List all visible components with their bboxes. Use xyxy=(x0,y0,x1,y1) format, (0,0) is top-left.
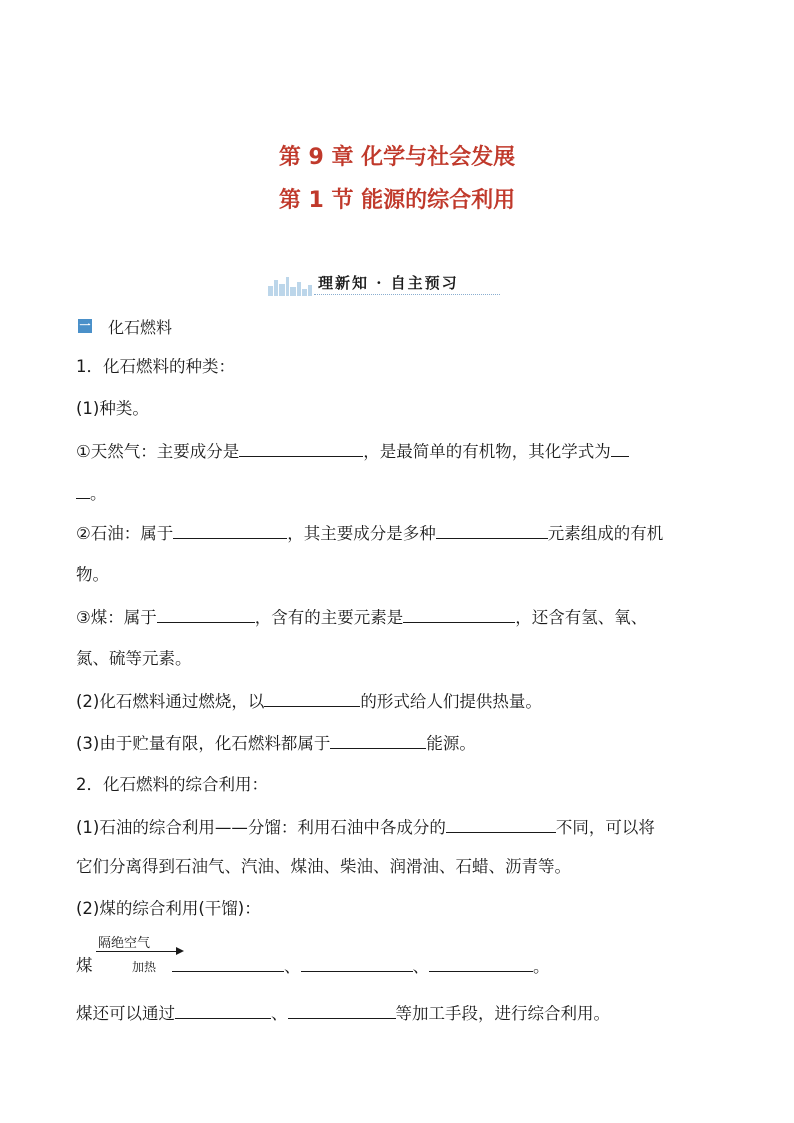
coal-product-separator-2: 、 xyxy=(412,957,429,976)
q1-sub3-text-b: 能源。 xyxy=(426,734,476,753)
coal-utilization-heading: (2)煤的综合利用(干馏)： xyxy=(76,899,261,918)
petroleum-text-c: 元素组成的有机 xyxy=(547,524,664,543)
natural-gas-text-b: ，是最简单的有机物，其化学式为 xyxy=(363,442,611,461)
petroleum-text-b: ，其主要成分是多种 xyxy=(287,524,436,543)
coal-products xyxy=(172,954,550,979)
section-title: 第 1 节 能源的综合利用 xyxy=(278,188,516,213)
coal-text-b: ，含有的主要元素是 xyxy=(254,608,404,627)
oil-fractionation-line xyxy=(76,815,655,840)
blank-coal-product-2[interactable] xyxy=(301,954,413,972)
coal-distillation-equation xyxy=(76,930,716,978)
section-heading xyxy=(78,314,172,338)
coal-text-c: ，还含有氢、氧、 xyxy=(515,608,648,627)
blank-methane-formula-part2[interactable] xyxy=(76,481,90,499)
city-skyline-icon xyxy=(268,276,314,296)
q1-heading: 1．化石燃料的种类： xyxy=(76,357,235,376)
natural-gas-line xyxy=(76,439,629,464)
petroleum-line xyxy=(76,521,663,546)
q1-sub2-text-b: 的形式给人们提供热量。 xyxy=(360,692,542,711)
coal-processing-text-b: 等加工手段，进行综合利用。 xyxy=(395,1004,610,1023)
blank-boiling-point[interactable] xyxy=(446,815,556,833)
blank-coal-process-1[interactable] xyxy=(175,1001,271,1019)
blank-energy-form[interactable] xyxy=(264,689,360,707)
petroleum-line-2: 物。 xyxy=(76,565,109,584)
natural-gas-text-a: ①天然气：主要成分是 xyxy=(76,442,240,461)
coal-word: 煤 xyxy=(76,956,93,975)
q1-sub3-text-a: (3)由于贮量有限，化石燃料都属于 xyxy=(76,734,331,753)
blank-petroleum-elements[interactable] xyxy=(436,521,548,539)
coal-line xyxy=(76,605,647,630)
q1-sub2-text-a: (2)化石燃料通过燃烧，以 xyxy=(76,692,265,711)
banner-divider xyxy=(314,294,500,295)
blank-coal-type[interactable] xyxy=(157,605,255,623)
coal-processing-line xyxy=(76,1001,610,1026)
q1-sub3 xyxy=(76,731,476,756)
section-heading-text: 化石燃料 xyxy=(108,317,173,337)
q1-sub2 xyxy=(76,689,542,714)
q1-sub1: (1)种类。 xyxy=(76,399,149,418)
blank-petroleum-type[interactable] xyxy=(173,521,287,539)
chapter-title: 第 9 章 化学与社会发展 xyxy=(278,145,516,170)
blank-energy-category[interactable] xyxy=(330,731,426,749)
q2-heading: 2．化石燃料的综合利用： xyxy=(76,775,268,794)
blank-coal-element[interactable] xyxy=(403,605,515,623)
coal-product-end: 。 xyxy=(533,957,550,976)
oil-fractionation-text-a: (1)石油的综合利用——分馏：利用石油中各成分的 xyxy=(76,818,446,837)
natural-gas-text-c: 。 xyxy=(90,484,107,503)
blank-coal-process-2[interactable] xyxy=(288,1001,396,1019)
banner-text: 理新知 · 自主预习 xyxy=(318,274,459,292)
blank-coal-product-1[interactable] xyxy=(172,954,284,972)
coal-text-a: ③煤：属于 xyxy=(76,608,157,627)
blank-methane-component[interactable] xyxy=(239,439,363,457)
section-banner xyxy=(268,270,500,296)
condition-isolate-air: 隔绝空气 xyxy=(98,936,151,951)
blank-coal-product-3[interactable] xyxy=(429,954,533,972)
condition-heating: 加热 xyxy=(132,960,157,974)
petroleum-text-a: ②石油：属于 xyxy=(76,524,174,543)
section-number-badge: 一 xyxy=(79,319,91,332)
natural-gas-line-2 xyxy=(76,481,107,506)
coal-processing-text-a: 煤还可以通过 xyxy=(76,1004,175,1023)
coal-line-2: 氮、硫等元素。 xyxy=(76,649,192,668)
oil-fractionation-text-b: 不同，可以将 xyxy=(555,818,655,837)
coal-product-separator-1: 、 xyxy=(284,957,301,976)
blank-methane-formula-part1[interactable] xyxy=(611,439,629,457)
coal-processing-separator: 、 xyxy=(271,1004,288,1023)
oil-fractionation-line-2: 它们分离得到石油气、汽油、煤油、柴油、润滑油、石蜡、沥青等。 xyxy=(76,857,571,876)
